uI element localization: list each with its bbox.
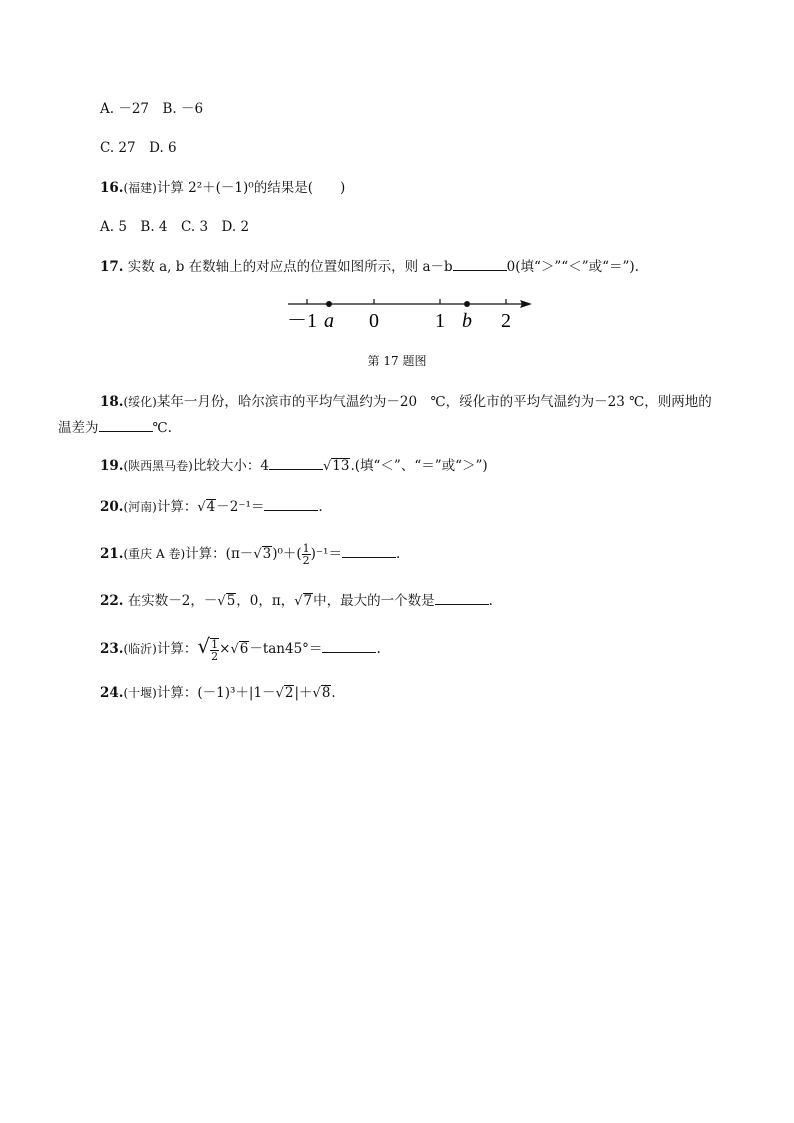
- q20-end: .: [318, 499, 323, 515]
- q19-number: 19.: [100, 458, 124, 474]
- label-0: 0: [369, 310, 379, 332]
- question-18: [100, 392, 712, 412]
- q16-options: A. 5 B. 4 C. 3 D. 2: [100, 219, 250, 235]
- point-a: [326, 301, 332, 307]
- q24-number: 24.: [100, 685, 124, 701]
- q16-source: (福建): [123, 181, 157, 195]
- q20-text-a: 计算：: [156, 499, 198, 515]
- question-19: [100, 455, 488, 477]
- q23-radicand: 6: [239, 641, 249, 657]
- question-20: [100, 496, 323, 518]
- q21-answer-blank: [342, 543, 396, 558]
- q22-radicand-2: 7: [303, 593, 313, 609]
- q18-number: 18.: [100, 394, 124, 410]
- q18-answer-blank: [99, 417, 153, 432]
- figure-caption: 第 17 题图: [367, 354, 427, 368]
- q18-text-c: ℃.: [152, 420, 172, 436]
- q22-end: .: [488, 593, 493, 609]
- label-2: 2: [501, 310, 511, 332]
- q24-text-b: |＋: [294, 685, 313, 701]
- question-24: [100, 683, 336, 704]
- q19-source: (陕西黑马卷): [123, 459, 193, 473]
- label-minus-1: －1: [287, 310, 317, 332]
- q20-radicand: 4: [206, 499, 216, 515]
- q22-text-b: ，0，π，: [236, 593, 295, 609]
- q22-text-a: 在实数－2，－: [127, 593, 218, 609]
- sqrt-sign: √: [294, 594, 303, 609]
- q21-source: (重庆 A 卷): [123, 547, 186, 561]
- point-b: [464, 301, 470, 307]
- q17-text-a: 实数 a, b 在数轴上的对应点的位置如图所示，则 a－b: [127, 259, 453, 275]
- q16-number: 16.: [100, 180, 124, 196]
- q23-answer-blank: [322, 638, 376, 653]
- label-a: a: [324, 310, 334, 332]
- q21-frac-denominator: 2: [302, 554, 310, 567]
- q23-frac-denominator: 2: [211, 649, 219, 663]
- q21-text-a: 计算：(π－: [185, 546, 254, 562]
- q23-text-b: ×: [219, 641, 231, 657]
- question-17: [100, 256, 639, 277]
- q15-options-ab: A. －27 B. －6: [100, 101, 204, 117]
- q23-text-c: －tan45°＝: [249, 641, 323, 657]
- q20-number: 20.: [100, 499, 124, 515]
- sqrt-sign: √: [275, 686, 284, 701]
- q21-text-c: )⁻¹＝: [310, 546, 342, 562]
- q21-radicand: 3: [262, 546, 272, 562]
- q22-number: 22.: [100, 593, 124, 609]
- q23-number: 23.: [100, 641, 124, 657]
- q24-text-a: 计算：(－1)³＋|1－: [156, 685, 276, 701]
- question-22: [100, 590, 493, 612]
- question-23: [100, 636, 381, 662]
- question-16: [100, 178, 345, 198]
- sqrt-sign: √: [312, 686, 321, 701]
- q19-radicand: 13: [332, 458, 350, 474]
- q16-text: 计算 2²＋(－1)⁰的结果是( ): [156, 180, 346, 196]
- question-21: [100, 543, 400, 566]
- sqrt-sign: √: [197, 500, 206, 515]
- q24-end: .: [331, 685, 336, 701]
- q23-end: .: [376, 641, 381, 657]
- q21-end: .: [395, 546, 401, 562]
- q20-text-b: －2⁻¹＝: [216, 499, 265, 515]
- sqrt-sign: √: [253, 547, 262, 562]
- q18-text-a: 某年一月份，哈尔滨市的平均气温约为－20 ℃，绥化市的平均气温约为－23 ℃，则两地的: [156, 394, 712, 410]
- q20-answer-blank: [264, 496, 318, 511]
- q18-source: (绥化): [123, 395, 157, 409]
- q17-number: 17.: [100, 259, 124, 275]
- q21-text-b: )⁰＋(: [272, 546, 302, 562]
- q17-answer-blank: [453, 256, 507, 271]
- q15-options-cd: C. 27 D. 6: [100, 140, 177, 156]
- q22-answer-blank: [435, 590, 489, 605]
- number-line-figure: [280, 292, 540, 338]
- q24-radicand-1: 2: [284, 685, 294, 701]
- q23-text-a: 计算：: [156, 641, 198, 657]
- q23-frac-numerator: 1: [211, 637, 219, 651]
- q22-text-c: 中，最大的一个数是: [313, 593, 435, 609]
- label-b: b: [462, 310, 472, 332]
- q22-radicand-1: 5: [226, 593, 236, 609]
- q19-text-a: 比较大小：4: [192, 458, 269, 474]
- label-1: 1: [435, 310, 445, 332]
- q23-fraction: [210, 638, 219, 662]
- q19-text-b: .(填“＜”、“＝”或“＞”): [350, 458, 488, 474]
- question-18-cont: [58, 417, 172, 438]
- q21-fraction: [302, 543, 311, 566]
- sqrt-sign: √: [322, 459, 332, 474]
- q24-source: (十堰): [123, 686, 157, 700]
- sqrt-sign: √: [217, 594, 226, 609]
- q24-radicand-2: 8: [321, 685, 331, 701]
- sqrt-sign: √: [197, 634, 211, 658]
- q18-text-b: 温差为: [58, 420, 99, 436]
- q21-number: 21.: [100, 546, 124, 562]
- q19-answer-blank: [269, 455, 323, 470]
- q23-source: (临沂): [123, 642, 157, 656]
- q21-frac-numerator: 1: [302, 542, 310, 555]
- q17-text-b: 0(填“＞”“＜”或“＝”).: [506, 259, 639, 275]
- sqrt-sign: √: [230, 642, 239, 657]
- q20-source: (河南): [123, 500, 157, 514]
